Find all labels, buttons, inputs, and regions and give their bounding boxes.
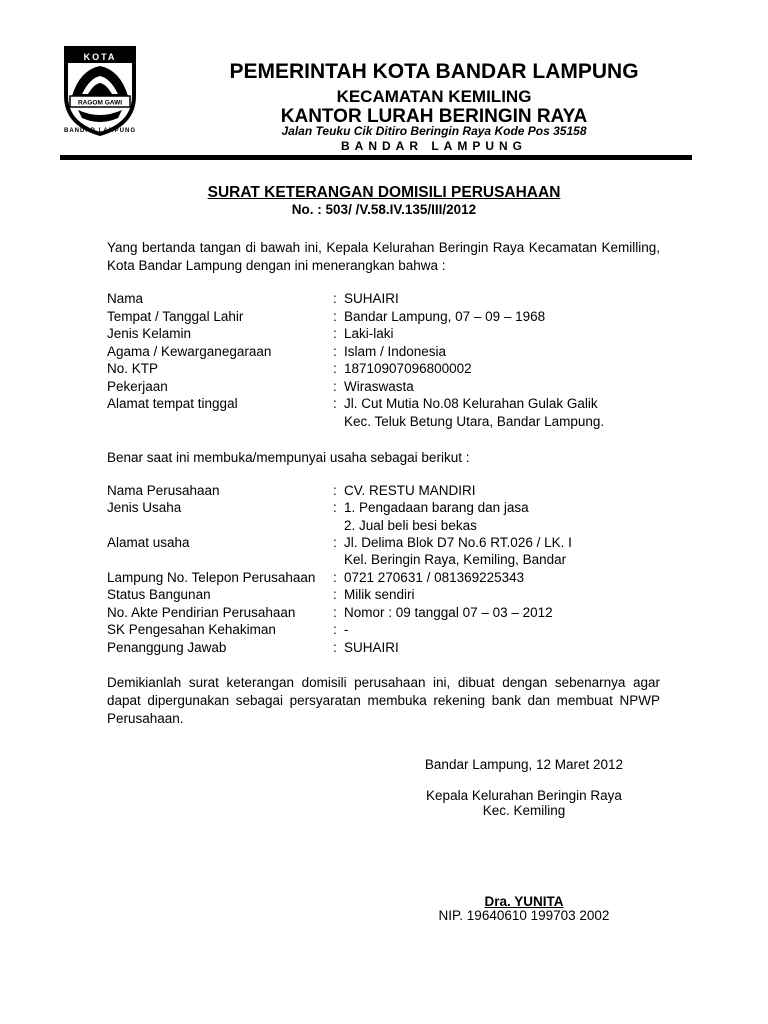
signature-place-date: Bandar Lampung, 12 Maret 2012	[424, 757, 624, 772]
closing-paragraph: Demikianlah surat keterangan domisili perusahaan ini, dibuat dengan sebenarnya agar dapat dipergunakan sebagai persyaratan membuka rekening bank dan membuat NPWP Perusahaan.	[107, 675, 660, 726]
field-value: Jl. Delima Blok D7 No.6 RT.026 / LK. I	[344, 535, 572, 550]
field-label: No. Akte Pendirian Perusahaan	[107, 605, 296, 620]
business-intro: Benar saat ini membuka/mempunyai usaha sebagai berikut :	[107, 450, 470, 465]
field-label: Tempat / Tanggal Lahir	[107, 309, 244, 324]
field-label: Penanggung Jawab	[107, 640, 227, 655]
field-label: Status Bangunan	[107, 587, 211, 602]
field-value: -	[344, 622, 349, 637]
field-colon: :	[333, 483, 337, 498]
field-colon: :	[333, 535, 337, 550]
field-colon: :	[333, 309, 337, 324]
logo-top-text: KOTA	[83, 52, 117, 62]
field-value: 2. Jual beli besi bekas	[344, 518, 477, 533]
field-value: Wiraswasta	[344, 379, 414, 394]
signature-unit: Kec. Kemiling	[482, 803, 566, 818]
field-label: Nama	[107, 291, 144, 306]
field-label: SK Pengesahan Kehakiman	[107, 622, 276, 637]
signatory-nip: NIP. 19640610 199703 2002	[438, 908, 610, 923]
field-colon: :	[333, 640, 337, 655]
field-value: Laki-laki	[344, 326, 394, 341]
field-label: Alamat usaha	[107, 535, 190, 550]
letterhead-address: Jalan Teuku Cik Ditiro Beringin Raya Kode Pos 35158	[281, 124, 587, 138]
field-colon: :	[333, 344, 337, 359]
field-value: Bandar Lampung, 07 – 09 – 1968	[344, 309, 546, 324]
field-label: Alamat tempat tinggal	[107, 396, 238, 411]
document-title: SURAT KETERANGAN DOMISILI PERUSAHAAN	[207, 184, 561, 201]
field-value: Islam / Indonesia	[344, 344, 447, 359]
field-colon: :	[333, 379, 337, 394]
field-colon: :	[333, 291, 337, 306]
field-colon: :	[333, 605, 337, 620]
letterhead-divider	[60, 155, 692, 160]
letterhead-office: KANTOR LURAH BERINGIN RAYA	[280, 106, 588, 127]
field-value: 18710907096800002	[344, 361, 472, 376]
field-colon: :	[333, 361, 337, 376]
logo-ribbon-text: RAGOM GAWI	[77, 99, 123, 107]
field-value: CV. RESTU MANDIRI	[344, 483, 476, 498]
logo-bottom-text: BANDAR LAMPUNG	[64, 128, 136, 134]
signature-position: Kepala Kelurahan Beringin Raya	[426, 788, 622, 803]
field-colon: :	[333, 622, 337, 637]
field-label: Agama / Kewarganegaraan	[107, 344, 272, 359]
field-label: No. KTP	[107, 361, 159, 376]
field-value: SUHAIRI	[344, 291, 399, 306]
field-value: 1. Pengadaan barang dan jasa	[344, 500, 529, 515]
field-colon: :	[333, 500, 337, 515]
letterhead-government: PEMERINTAH KOTA BANDAR LAMPUNG	[229, 60, 639, 83]
field-value: Nomor : 09 tanggal 07 – 03 – 2012	[344, 605, 553, 620]
intro-paragraph: Yang bertanda tangan di bawah ini, Kepala Kelurahan Beringin Raya Kecamatan Kemilling, Kota Bandar Lampung dengan ini menerangkan bahwa :	[107, 240, 660, 273]
field-label: Pekerjaan	[107, 379, 168, 394]
field-label: Nama Perusahaan	[107, 483, 220, 498]
letterhead-district: KECAMATAN KEMILING	[336, 87, 532, 106]
field-value: Jl. Cut Mutia No.08 Kelurahan Gulak Galik	[344, 396, 598, 411]
field-value: Kel. Beringin Raya, Kemiling, Bandar	[344, 552, 567, 567]
letterhead-city: BANDAR LAMPUNG	[341, 139, 527, 153]
field-label: Jenis Kelamin	[107, 326, 192, 341]
field-value: Milik sendiri	[344, 587, 415, 602]
field-colon: :	[333, 570, 337, 585]
field-colon: :	[333, 587, 337, 602]
field-label: Lampung No. Telepon Perusahaan	[107, 570, 316, 585]
field-colon: :	[333, 326, 337, 341]
signatory-name: Dra. YUNITA	[484, 894, 564, 909]
city-emblem-logo	[58, 40, 142, 136]
document-number: No. : 503/ /V.58.IV.135/III/2012	[291, 202, 477, 217]
field-value: SUHAIRI	[344, 640, 399, 655]
field-colon: :	[333, 396, 337, 411]
field-label: Jenis Usaha	[107, 500, 182, 515]
field-value: Kec. Teluk Betung Utara, Bandar Lampung.	[344, 414, 605, 429]
field-value: 0721 270631 / 081369225343	[344, 570, 525, 585]
